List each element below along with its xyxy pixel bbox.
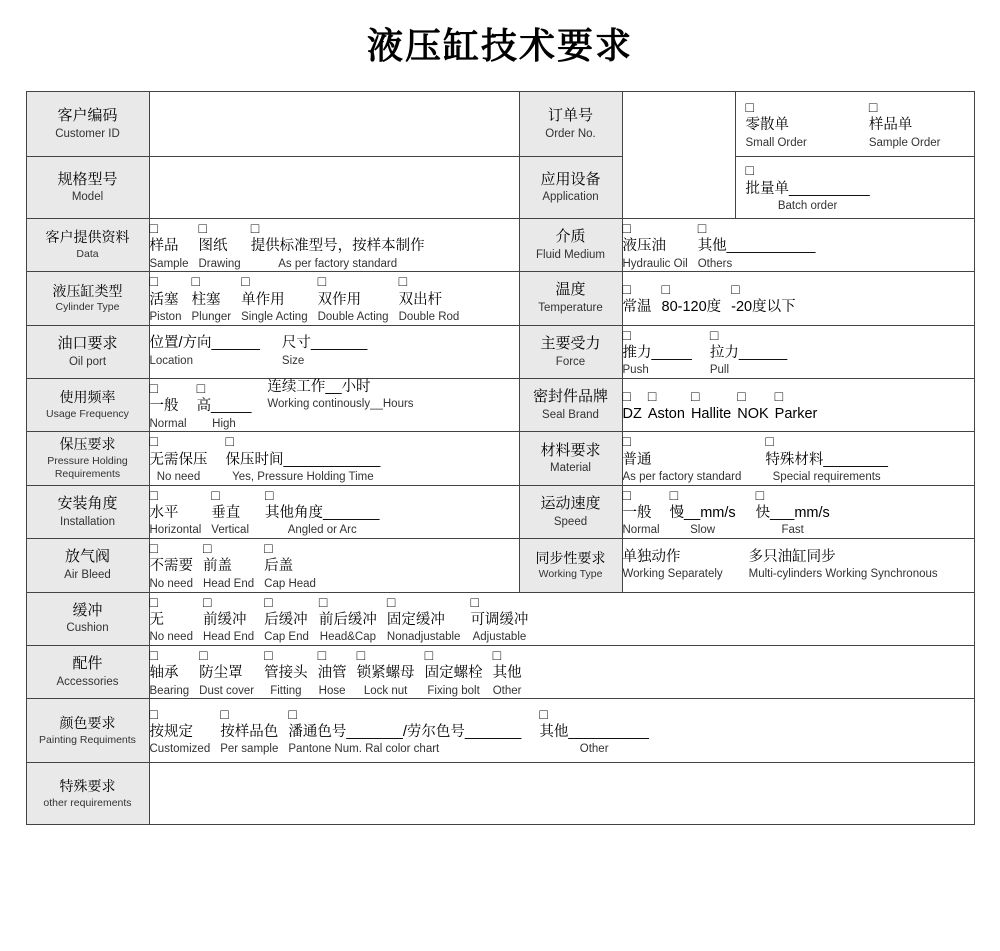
field-working-type-options [622, 539, 974, 592]
order-type-batch [735, 157, 974, 219]
checkbox-acc-fitting[interactable] [264, 646, 308, 698]
label-cn: 特殊要求 [59, 778, 116, 795]
checkbox-data-sample[interactable] [150, 219, 189, 271]
option-en: Horizontal [149, 524, 202, 537]
label-en: Cushion [66, 622, 109, 635]
label-en: Fluid Medium [535, 248, 606, 261]
option-en: Small Order [745, 136, 807, 149]
label-cn: 配件 [72, 655, 103, 673]
table-row [26, 763, 974, 825]
option-en: Hydraulic Oil [622, 257, 688, 270]
label-material [519, 432, 622, 485]
option-en: Cap Head [264, 577, 316, 590]
option-cn: 位置/方向______ [149, 335, 260, 352]
option-cn: □ 其他 [492, 665, 522, 682]
checkbox-material-standard[interactable] [623, 432, 742, 484]
checkbox-temp-normal[interactable] [623, 280, 652, 317]
label-en: Pressure Holding Requirements [47, 454, 128, 480]
field-painting-options [149, 699, 974, 763]
option-en: Size [281, 354, 305, 367]
option-cn: □ 图纸 [198, 238, 228, 255]
checkbox-install-vertical[interactable] [211, 486, 249, 538]
page-title: 液压缸技术要求 [366, 25, 633, 66]
checkbox-temp-below-minus20[interactable] [731, 280, 795, 317]
checkbox-single-acting[interactable] [241, 272, 308, 324]
option-en: Special requirements [772, 471, 881, 484]
checkbox-small-order[interactable] [746, 98, 807, 150]
field-oil-port-options [149, 325, 519, 378]
option-en: Fast [781, 524, 804, 537]
field-air-bleed-options [149, 539, 519, 592]
option-cn: □ 慢__mm/s [669, 505, 736, 522]
option-en: No need [156, 471, 201, 484]
option-en: Single Acting [241, 310, 308, 323]
checkbox-cushion-head-and-cap[interactable] [319, 593, 377, 645]
label-cushion [26, 592, 149, 645]
label-cn: 颜色要求 [59, 715, 116, 732]
label-en: Installation [60, 515, 115, 528]
option-cn: □ -20度以下 [731, 299, 796, 316]
option-en: Dust cover [199, 684, 255, 697]
option-cn: □ 垂直 [211, 505, 241, 522]
checkbox-cushion-head-end[interactable] [203, 593, 254, 645]
option-en: Other [579, 743, 609, 756]
option-en: Fixing bolt [427, 684, 480, 697]
field-material-options [622, 432, 974, 485]
option-en: Multi-cylinders Working Synchronous [748, 568, 938, 581]
label-cn: 介质 [555, 228, 586, 246]
checkbox-seal-parker[interactable] [775, 387, 818, 424]
option-en: Head End [203, 577, 255, 590]
option-en: Head&Cap [319, 631, 377, 644]
option-cn: □ 特殊材料________ [765, 451, 888, 468]
option-en: As per factory standard [622, 471, 742, 484]
checkbox-plunger[interactable] [191, 272, 231, 324]
label-application [519, 157, 622, 219]
input-paint-pantone-ral[interactable] [288, 705, 521, 757]
field-cylinder-type-options [149, 272, 519, 325]
option-multi-cylinders-sync[interactable] [749, 549, 938, 582]
field-fluid-options [622, 218, 974, 271]
option-cn: □ Aston [647, 406, 685, 423]
option-en: Vertical [211, 524, 249, 537]
label-en: Speed [553, 515, 588, 528]
option-en: Angled or Arc [287, 524, 357, 537]
checkbox-acc-dust-cover[interactable] [199, 646, 254, 698]
label-air-bleed [26, 539, 149, 592]
option-cn: □ 一般 [149, 398, 179, 415]
checkbox-seal-hallite[interactable] [691, 387, 731, 424]
label-pressure-holding [26, 432, 149, 485]
option-cn: □ DZ [622, 406, 642, 423]
table-row [26, 157, 974, 219]
table-row [26, 592, 974, 645]
label-painting-requirements [26, 699, 149, 763]
label-cn: 材料要求 [540, 441, 601, 459]
label-customer-id [26, 92, 149, 157]
option-cn: □ 80-120度 [661, 299, 722, 316]
option-en: Yes, Pressure Holding Time [232, 471, 374, 484]
checkbox-seal-dz[interactable] [623, 387, 642, 424]
option-cn: 单独动作 [622, 548, 681, 565]
checkbox-fluid-others[interactable] [698, 219, 816, 271]
option-en: High [212, 417, 236, 430]
order-type-small-sample [735, 92, 974, 157]
checkbox-airbleed-no-need[interactable] [150, 539, 194, 591]
label-en: Painting Requiments [39, 733, 136, 746]
option-cn: □ Parker [774, 406, 818, 423]
option-en: No need [149, 631, 193, 644]
option-cn: □ 潘通色号_______/劳尔色号_______ [288, 723, 522, 740]
checkbox-paint-other[interactable] [539, 705, 649, 757]
option-en: Slow [690, 524, 716, 537]
checkbox-cushion-none[interactable] [150, 593, 193, 645]
option-cn: □ 高_____ [196, 398, 252, 415]
option-cn: □ 无 [149, 611, 164, 628]
checkbox-acc-hose[interactable] [318, 646, 347, 698]
checkbox-batch-order[interactable] [746, 161, 870, 213]
option-en: No need [149, 577, 193, 590]
checkbox-piston[interactable] [150, 272, 182, 324]
option-en: Lock nut [363, 684, 408, 697]
label-cn: 客户提供资料 [45, 229, 130, 246]
label-en: Application [542, 191, 599, 204]
option-cn: □ 轴承 [149, 665, 179, 682]
option-en: Drawing [198, 257, 241, 270]
option-cn: □ 提供标准型号，按样本制作 [250, 238, 425, 255]
option-cn: □ 按样品色 [220, 723, 279, 740]
table-row [26, 325, 974, 378]
option-cn: □ 常温 [622, 299, 652, 316]
label-en: Customer ID [55, 127, 120, 140]
label-cn: 安装角度 [57, 494, 118, 512]
option-cn: 多只油缸同步 [748, 548, 836, 565]
option-cn: □ 无需保压 [149, 451, 208, 468]
label-en: Order No. [545, 127, 596, 140]
label-en: Model [71, 191, 104, 204]
field-speed-options [622, 485, 974, 538]
option-cn: □ 固定缓冲 [386, 611, 445, 628]
label-cn: 密封件品牌 [532, 388, 608, 406]
option-cn: □ 水平 [149, 505, 179, 522]
label-cn: 运动速度 [540, 494, 601, 512]
field-seal-brand-options [622, 379, 974, 432]
option-en: Piston [149, 310, 182, 323]
option-en: Normal [622, 524, 660, 537]
option-en: Batch order [777, 199, 838, 212]
label-en: Force [555, 355, 586, 368]
label-model [26, 157, 149, 219]
table-row [26, 432, 974, 485]
option-cn: □ 前缓冲 [202, 611, 247, 628]
option-cn: □ 活塞 [149, 291, 179, 308]
option-en: Double Acting [317, 310, 389, 323]
table-row [26, 699, 974, 763]
option-en: Working continously__Hours [267, 398, 414, 411]
label-accessories [26, 645, 149, 698]
label-en: Seal Brand [542, 408, 599, 421]
table-row [26, 218, 974, 271]
option-en: Nonadjustable [386, 631, 461, 644]
option-cn: □ 保压时间____________ [225, 451, 381, 468]
label-oil-port [26, 325, 149, 378]
option-cn: □ 一般 [622, 505, 652, 522]
label-en: other requirements [43, 796, 132, 809]
option-cn: □ 不需要 [149, 558, 193, 575]
checkbox-paint-customized[interactable] [150, 705, 211, 757]
label-en: Accessories [56, 675, 119, 688]
option-cn: □ 快___mm/s [755, 505, 830, 522]
field-temperature-options [622, 272, 974, 325]
checkbox-force-push[interactable] [623, 326, 692, 378]
checkbox-double-acting[interactable] [318, 272, 389, 324]
option-en: Hose [318, 684, 346, 697]
checkbox-cushion-cap-end[interactable] [264, 593, 309, 645]
table-row [26, 485, 974, 538]
option-en: Bearing [149, 684, 190, 697]
option-cn: □ 防尘罩 [199, 665, 243, 682]
checkbox-double-rod[interactable] [399, 272, 460, 324]
label-en: Temperature [538, 302, 603, 315]
label-cn: 放气阀 [64, 548, 110, 566]
checkbox-paint-per-sample[interactable] [220, 705, 278, 757]
option-cn: □ 其他___________ [697, 238, 816, 255]
label-speed [519, 485, 622, 538]
field-other-requirements-value[interactable] [149, 763, 974, 825]
option-cn: □ 锁紧螺母 [356, 665, 415, 682]
option-en: Cap End [264, 631, 309, 644]
option-en: Adjustable [472, 631, 527, 644]
checkbox-acc-bearing[interactable] [150, 646, 190, 698]
field-pressure-holding-options [149, 432, 519, 485]
label-cn: 温度 [555, 281, 586, 299]
option-cn: □ 前盖 [203, 558, 232, 575]
option-en: Other [492, 684, 522, 697]
checkbox-material-special[interactable] [765, 432, 888, 484]
option-en: Location [149, 354, 193, 367]
label-usage-frequency [26, 379, 149, 432]
option-cn: □ 其他__________ [539, 723, 649, 740]
option-cn: □ NOK [737, 406, 769, 423]
option-en: Pantone Num. Ral color chart [288, 743, 440, 756]
label-en: Cylinder Type [55, 301, 120, 314]
option-en: As per factory standard [278, 257, 398, 270]
checkbox-install-horizontal[interactable] [150, 486, 202, 538]
checkbox-acc-fixing-bolt[interactable] [425, 646, 483, 698]
input-usage-continuous-hours[interactable] [267, 379, 413, 412]
label-seal-brand [519, 379, 622, 432]
option-cn: □ Hallite [690, 406, 732, 423]
table-row [26, 92, 974, 157]
option-en: Head End [202, 631, 255, 644]
label-other-requirements [26, 763, 149, 825]
option-cn: □ 后盖 [264, 558, 294, 575]
label-cn: 使用频率 [59, 389, 116, 406]
option-working-separately[interactable] [623, 549, 723, 582]
checkbox-temp-80-120[interactable] [662, 280, 722, 317]
label-en: Data [76, 247, 99, 260]
option-cn: 连续工作__小时 [267, 379, 371, 396]
table-row [26, 539, 974, 592]
checkbox-install-angled[interactable] [265, 486, 379, 538]
label-order-no [519, 92, 622, 157]
label-installation [26, 485, 149, 538]
checkbox-speed-fast[interactable] [756, 486, 830, 538]
checkbox-seal-aston[interactable] [648, 387, 685, 424]
label-cn: 应用设备 [540, 170, 601, 188]
table-row [26, 379, 974, 432]
hydraulic-cylinder-spec-form [26, 91, 975, 825]
option-en: Double Rod [398, 310, 460, 323]
option-cn: □ 单作用 [241, 291, 285, 308]
option-cn: □ 双作用 [317, 291, 362, 308]
label-en: Air Bleed [64, 569, 111, 582]
checkbox-data-drawing[interactable] [199, 219, 241, 271]
option-cn: □ 前后缓冲 [318, 611, 377, 628]
checkbox-data-factory-standard[interactable] [251, 219, 425, 271]
label-force [519, 325, 622, 378]
option-en: Customized [149, 743, 211, 756]
field-accessories-options [149, 645, 974, 698]
checkbox-speed-slow[interactable] [670, 486, 736, 538]
label-fluid-medium [519, 218, 622, 271]
input-oil-port-location[interactable] [150, 335, 260, 368]
field-usage-frequency-options [149, 379, 519, 432]
checkbox-sample-order[interactable] [869, 98, 941, 150]
option-en: Per sample [220, 743, 279, 756]
label-cn: 订单号 [547, 107, 593, 125]
label-en: Material [550, 462, 591, 475]
option-en: Sample Order [868, 136, 941, 149]
option-cn: □ 批量单__________ [745, 180, 870, 197]
label-cn: 规格型号 [57, 170, 118, 188]
option-cn: □ 其他角度_______ [265, 505, 380, 522]
option-cn: □ 固定螺栓 [424, 665, 483, 682]
label-working-type [519, 539, 622, 592]
label-cn: 同步性要求 [535, 549, 606, 566]
label-cylinder-type [26, 272, 149, 325]
option-en: Fitting [270, 684, 302, 697]
label-temperature [519, 272, 622, 325]
label-en: Working Type [538, 568, 603, 581]
option-cn: □ 样品 [149, 238, 179, 255]
field-force-options [622, 325, 974, 378]
checkbox-pressure-no-need[interactable] [150, 432, 208, 484]
field-customer-id-value[interactable] [149, 92, 519, 157]
option-cn: □ 可调缓冲 [470, 611, 529, 628]
option-cn: □ 样品单 [868, 117, 913, 134]
field-model-value[interactable] [149, 157, 519, 219]
label-cn: 液压缸类型 [52, 282, 123, 299]
checkbox-airbleed-cap-head[interactable] [264, 539, 316, 591]
option-en: Others [697, 257, 733, 270]
checkbox-pressure-holding-time[interactable] [226, 432, 381, 484]
option-en: Normal [149, 417, 187, 430]
label-cn: 保压要求 [59, 436, 116, 453]
checkbox-acc-lock-nut[interactable] [357, 646, 415, 698]
option-en: Plunger [191, 310, 232, 323]
field-cushion-options [149, 592, 974, 645]
option-cn: □ 柱塞 [191, 291, 221, 308]
option-en: Pull [709, 364, 730, 377]
option-en: Push [622, 364, 649, 377]
table-row [26, 645, 974, 698]
option-cn: □ 双出杆 [398, 291, 443, 308]
checkbox-airbleed-head-end[interactable] [203, 539, 254, 591]
field-installation-options [149, 485, 519, 538]
option-cn: □ 按规定 [149, 723, 193, 740]
checkbox-cushion-nonadjustable[interactable] [387, 593, 461, 645]
checkbox-fluid-hydraulic-oil[interactable] [623, 219, 688, 271]
label-cn: 缓冲 [72, 601, 103, 619]
checkbox-usage-normal[interactable] [150, 379, 187, 431]
option-cn: □ 零散单 [745, 117, 789, 134]
label-cn: 客户编码 [57, 107, 118, 125]
label-en: Usage Frequency [46, 407, 129, 420]
option-cn: □ 管接头 [264, 665, 308, 682]
option-cn: □ 液压油 [622, 238, 666, 255]
field-data-options [149, 218, 519, 271]
option-cn: □ 拉力______ [709, 344, 788, 361]
table-row [26, 272, 974, 325]
checkbox-cushion-adjustable[interactable] [470, 593, 528, 645]
checkbox-speed-normal[interactable] [623, 486, 660, 538]
option-cn: □ 普通 [622, 451, 652, 468]
field-order-no-value[interactable] [622, 92, 735, 219]
checkbox-acc-other[interactable] [493, 646, 522, 698]
label-data [26, 218, 149, 271]
option-en: Sample [149, 257, 189, 270]
input-oil-port-size[interactable] [282, 335, 367, 368]
option-cn: □ 油管 [317, 665, 347, 682]
label-en: Oil port [68, 355, 107, 368]
option-cn: 尺寸_______ [281, 335, 368, 352]
option-en: Working Separately [622, 568, 723, 581]
label-cn: 主要受力 [540, 334, 601, 352]
label-cn: 油口要求 [57, 334, 118, 352]
option-cn: □ 推力_____ [622, 344, 692, 361]
checkbox-seal-nok[interactable] [737, 387, 768, 424]
checkbox-usage-high[interactable] [197, 379, 252, 431]
checkbox-force-pull[interactable] [710, 326, 787, 378]
option-cn: □ 后缓冲 [264, 611, 308, 628]
